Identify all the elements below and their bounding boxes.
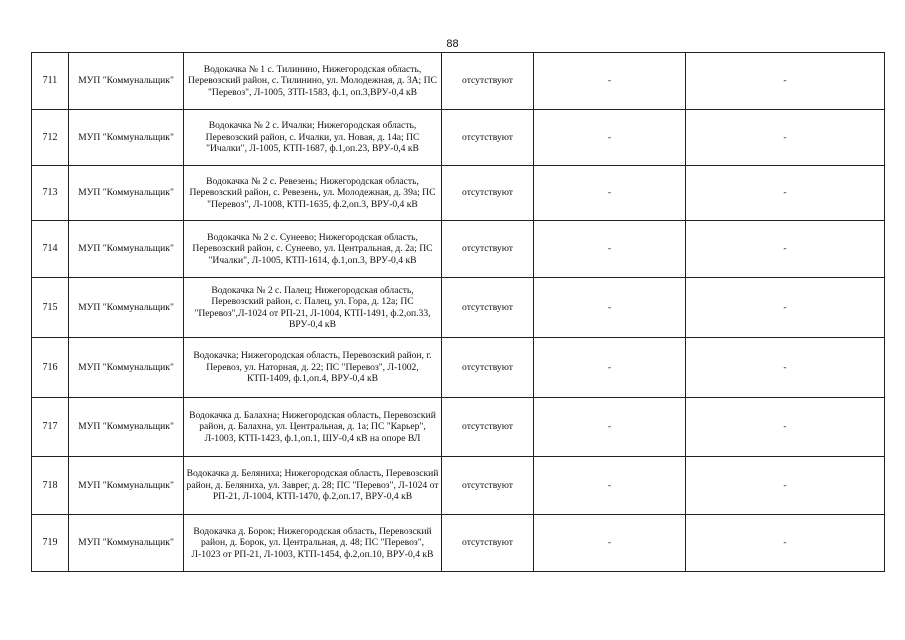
organization-name: МУП "Коммунальщик"	[69, 457, 184, 515]
empty-value-cell: -	[534, 53, 686, 110]
row-number: 719	[32, 515, 69, 572]
table-row	[32, 338, 885, 398]
organization-name: МУП "Коммунальщик"	[69, 221, 184, 278]
table-row	[32, 221, 885, 278]
empty-value-cell: -	[686, 515, 885, 572]
object-description: Водокачка № 2 с. Ичалки; Нижегородская область, Перевозский район, с. Ичалки, ул. Новая, д. 14а; ПС "Ичалки", Л-1005, КТП-1687, ф.1,оп.23, ВРУ-0,4 кВ	[184, 110, 442, 166]
page-number: 88	[446, 38, 459, 50]
status-cell: отсутствуют	[442, 338, 534, 398]
empty-value-cell: -	[686, 457, 885, 515]
organization-name: МУП "Коммунальщик"	[69, 278, 184, 338]
organization-name: МУП "Коммунальщик"	[69, 166, 184, 221]
row-number: 711	[32, 53, 69, 110]
table-row	[32, 398, 885, 457]
empty-value-cell: -	[686, 278, 885, 338]
empty-value-cell: -	[534, 110, 686, 166]
table-row	[32, 53, 885, 110]
row-number: 714	[32, 221, 69, 278]
table-row	[32, 166, 885, 221]
status-cell: отсутствуют	[442, 166, 534, 221]
row-number: 715	[32, 278, 69, 338]
status-cell: отсутствуют	[442, 53, 534, 110]
organization-name: МУП "Коммунальщик"	[69, 398, 184, 457]
organization-name: МУП "Коммунальщик"	[69, 338, 184, 398]
object-description: Водокачка д. Беляниха; Нижегородская область, Перевозский район, д. Беляниха, ул. Заврег, д. 28; ПС "Перевоз", Л-1024 от РП-21, Л-1004, КТП-1470, ф.2,оп.17, ВРУ-0,4 кВ	[184, 457, 442, 515]
organization-name: МУП "Коммунальщик"	[69, 110, 184, 166]
empty-value-cell: -	[534, 338, 686, 398]
empty-value-cell: -	[534, 457, 686, 515]
status-cell: отсутствуют	[442, 278, 534, 338]
registry-table-body	[32, 53, 885, 572]
status-cell: отсутствуют	[442, 398, 534, 457]
row-number: 713	[32, 166, 69, 221]
table-row	[32, 515, 885, 572]
object-description: Водокачка № 1 с. Тилинино, Нижегородская область, Перевозский район, с. Тилинино, ул. Молодежная, д. 3А; ПС "Перевоз", Л-1005, ЗТП-1583, ф.1, оп.3,ВРУ-0,4 кВ	[184, 53, 442, 110]
status-cell: отсутствуют	[442, 110, 534, 166]
row-number: 712	[32, 110, 69, 166]
empty-value-cell: -	[534, 166, 686, 221]
empty-value-cell: -	[686, 110, 885, 166]
registry-table	[31, 52, 885, 572]
object-description: Водокачка д. Борок; Нижегородская область, Перевозский район, д. Борок, ул. Центральная, д. 48; ПС "Перевоз", Л-1023 от РП-21, Л-1003, КТП-1454, ф.2,оп.10, ВРУ-0,4 кВ	[184, 515, 442, 572]
empty-value-cell: -	[686, 221, 885, 278]
row-number: 717	[32, 398, 69, 457]
empty-value-cell: -	[534, 515, 686, 572]
object-description: Водокачка д. Балахна; Нижегородская область, Перевозский район, д. Балахна, ул. Центральная, д. 1а; ПС "Карьер", Л-1003, КТП-1423, ф.1,оп.1, ШУ-0,4 кВ на опоре ВЛ	[184, 398, 442, 457]
object-description: Водокачка № 2 с. Палец; Нижегородская область, Перевозский район, с. Палец, ул. Гора, д. 12а; ПС "Перевоз",Л-1024 от РП-21, Л-1004, КТП-1491, ф.2,оп.33, ВРУ-0,4 кВ	[184, 278, 442, 338]
object-description: Водокачка № 2 с. Сунеево; Нижегородская область, Перевозский район, с. Сунеево, ул. Центральная, д. 2а; ПС "Ичалки", Л-1005, КТП-1614, ф.1,оп.3, ВРУ-0,4 кВ	[184, 221, 442, 278]
empty-value-cell: -	[534, 398, 686, 457]
empty-value-cell: -	[686, 166, 885, 221]
object-description: Водокачка № 2 с. Ревезень; Нижегородская область, Перевозский район, с. Ревезень, ул. Молодежная, д. 39а; ПС "Перевоз", Л-1008, КТП-1635, ф.2,оп.3, ВРУ-0,4 кВ	[184, 166, 442, 221]
empty-value-cell: -	[686, 53, 885, 110]
empty-value-cell: -	[534, 221, 686, 278]
table-row	[32, 110, 885, 166]
row-number: 718	[32, 457, 69, 515]
status-cell: отсутствуют	[442, 221, 534, 278]
empty-value-cell: -	[686, 338, 885, 398]
empty-value-cell: -	[534, 278, 686, 338]
organization-name: МУП "Коммунальщик"	[69, 53, 184, 110]
organization-name: МУП "Коммунальщик"	[69, 515, 184, 572]
table-row	[32, 278, 885, 338]
status-cell: отсутствуют	[442, 457, 534, 515]
object-description: Водокачка; Нижегородская область, Перевозский район, г. Перевоз, ул. Наторная, д. 22; ПС "Перевоз", Л-1002, КТП-1409, ф.1,оп.4, ВРУ-0,4 кВ	[184, 338, 442, 398]
row-number: 716	[32, 338, 69, 398]
status-cell: отсутствуют	[442, 515, 534, 572]
empty-value-cell: -	[686, 398, 885, 457]
table-row	[32, 457, 885, 515]
